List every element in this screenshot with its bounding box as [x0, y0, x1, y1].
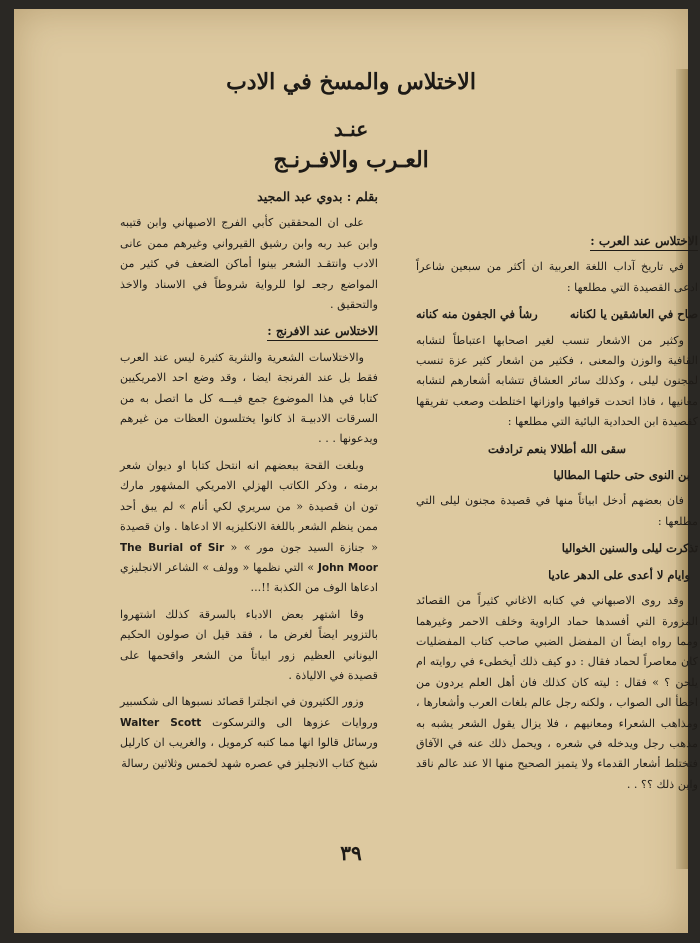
- paragraph: وزور الكثيرون في انجلترا قصائد نسبوها الى شكسبير وروايات عزوها الى والترسكوت Walter Scott ورسائل قالوا انها مما كتبه كرمويل ، والغريب ان كارليل شيخ كتاب الانجليز في عصره شهد لخمس وثلاثين رسالة: [120, 695, 378, 770]
- paragraph: وبلغت القحة ببعضهم انه انتحل كتابا او ديوان شعر برمته ، وذكر الكاتب الهزلي الامريكي المشهور مارك تون ان قصيدة « من سريري لكي أنام » لم يبق أحد ممن ينظم الشعر باللغة الانكليزيه الا ادعاها . وان قصيدة « جنازة السيد جون مور » « The Burial of Sir John Moor » التي نظمها « وولف » الشاعر الانجليزي ادعاها الوف من الكذبة !!...: [120, 458, 378, 595]
- paragraph: وقا اشتهر بعض الادباء بالسرقة كذلك اشتهروا بالتزوير ايضاً لغرض ما ، فقد قيل ان صولون الحكيم اليوناني العظيم زور ابياتاً من الشعر واقحمها على قصيدة في الالياذة .: [120, 607, 378, 682]
- paragraph: وقد روى الاصبهاني في كتابه الاغاني كثيراً من القصائد المزورة التي أفسدها حماد الراوية وخلف الاحمر وغيرهما ومما رواه ايضاً ان المفضل الضبي صاحب كتاب المفضليات كان معاصراً لحماد فقال : دو كيف ذلك أيخطىء في روايته ام يلحن ؟ » فقال : ليته كان كذلك فان أهل العلم يردون من اخطأ الى الصواب ، ولكنه رجل عالم بلغات العرب وأشعارها ، ومذاهب الشعراء ومعانيهم ، فلا يزال يقول الشعر يشبه به مذهب رجل ويدخله في شعره ، ويحمل ذلك عنه في الآفاق فتختلط أشعار القدماء ولا يتميز الصحيح منها الا عند عالم ناقد واين ذلك ؟؟ . .: [416, 594, 698, 791]
- magazine-page: [14, 9, 698, 933]
- verse-line: صاح في العاشقين يا لكنانه رشأ في الجفون منه كنانه: [416, 307, 698, 322]
- paragraph: وكثير من الاشعار تنسب لغير اصحابها اعتباطاً لتشابه القافية والوزن والمعنى ، فكثير من اشعار كثير عزة تنسب لمجنون ليلى ، وكذلك سائر العشاق تتشابه أشعارهم لتشابه معانيها ، فاذا اتحدت قوافيها واوزانها اختلطت وصعب تفريقها كقصيدة ابن الحدادية البائية التي مطلعها :: [416, 333, 698, 429]
- section-heading-franks: الاختلاس عند الافرنج :: [120, 321, 378, 341]
- page-number: ٣٩: [340, 841, 362, 865]
- article-title-line2: عنـد: [333, 117, 369, 141]
- verse-line: تذكرت ليلى والسنين الخواليا: [561, 541, 698, 556]
- left-column: [120, 187, 378, 780]
- paragraph: فان بعضهم أدخل ابياتاً منها في قصيدة مجنون ليلى التي مطلعها :: [416, 494, 698, 528]
- article-title-line3: العـرب والافـرنـج: [273, 147, 429, 173]
- section-heading-arabs: الاختلاس عند العرب :: [416, 231, 698, 251]
- paragraph: في تاريخ آداب اللغة العربية ان أكثر من سبعين شاعراً ادعى القصيدة التي مطلعها :: [416, 260, 698, 294]
- paragraph: والاختلاسات الشعرية والنثرية كثيرة ليس عند العرب فقط بل عند الفرنجة ايضا ، وقد وضع احد الامريكيين كتابا في هذا الموضوع جمع فيـــه كل ما اتصل به من السرقات الادبيـة اذ كانوا يختلسون العظات من غيرهم ويدعونها . . .: [120, 350, 378, 446]
- verse-line: وايام لا أعدى على الدهر عاديا: [548, 567, 690, 582]
- verse-line: بن النوى حتى حلتهـا المطاليا: [553, 468, 690, 483]
- author-byline: بقلم : بدوي عبد المجيد: [257, 189, 378, 204]
- right-column: [416, 231, 698, 801]
- verse-line: سقى الله أطلالا بنعم ترادفت: [487, 441, 627, 456]
- article-title: الاختلاس والمسخ في الادب: [226, 69, 476, 95]
- paragraph: على ان المحققين كأبي الفرج الاصبهاني وابن قتيبه وابن عبد ربه وابن رشيق القيرواني وغيرهم ممن عانى الادب وانتقـد الشعر بينوا أماكن الضعف في كثير من المواضع رجعـ لوا للرواية شروطاً في الاسناد والاخذ والتحقيق .: [120, 216, 378, 312]
